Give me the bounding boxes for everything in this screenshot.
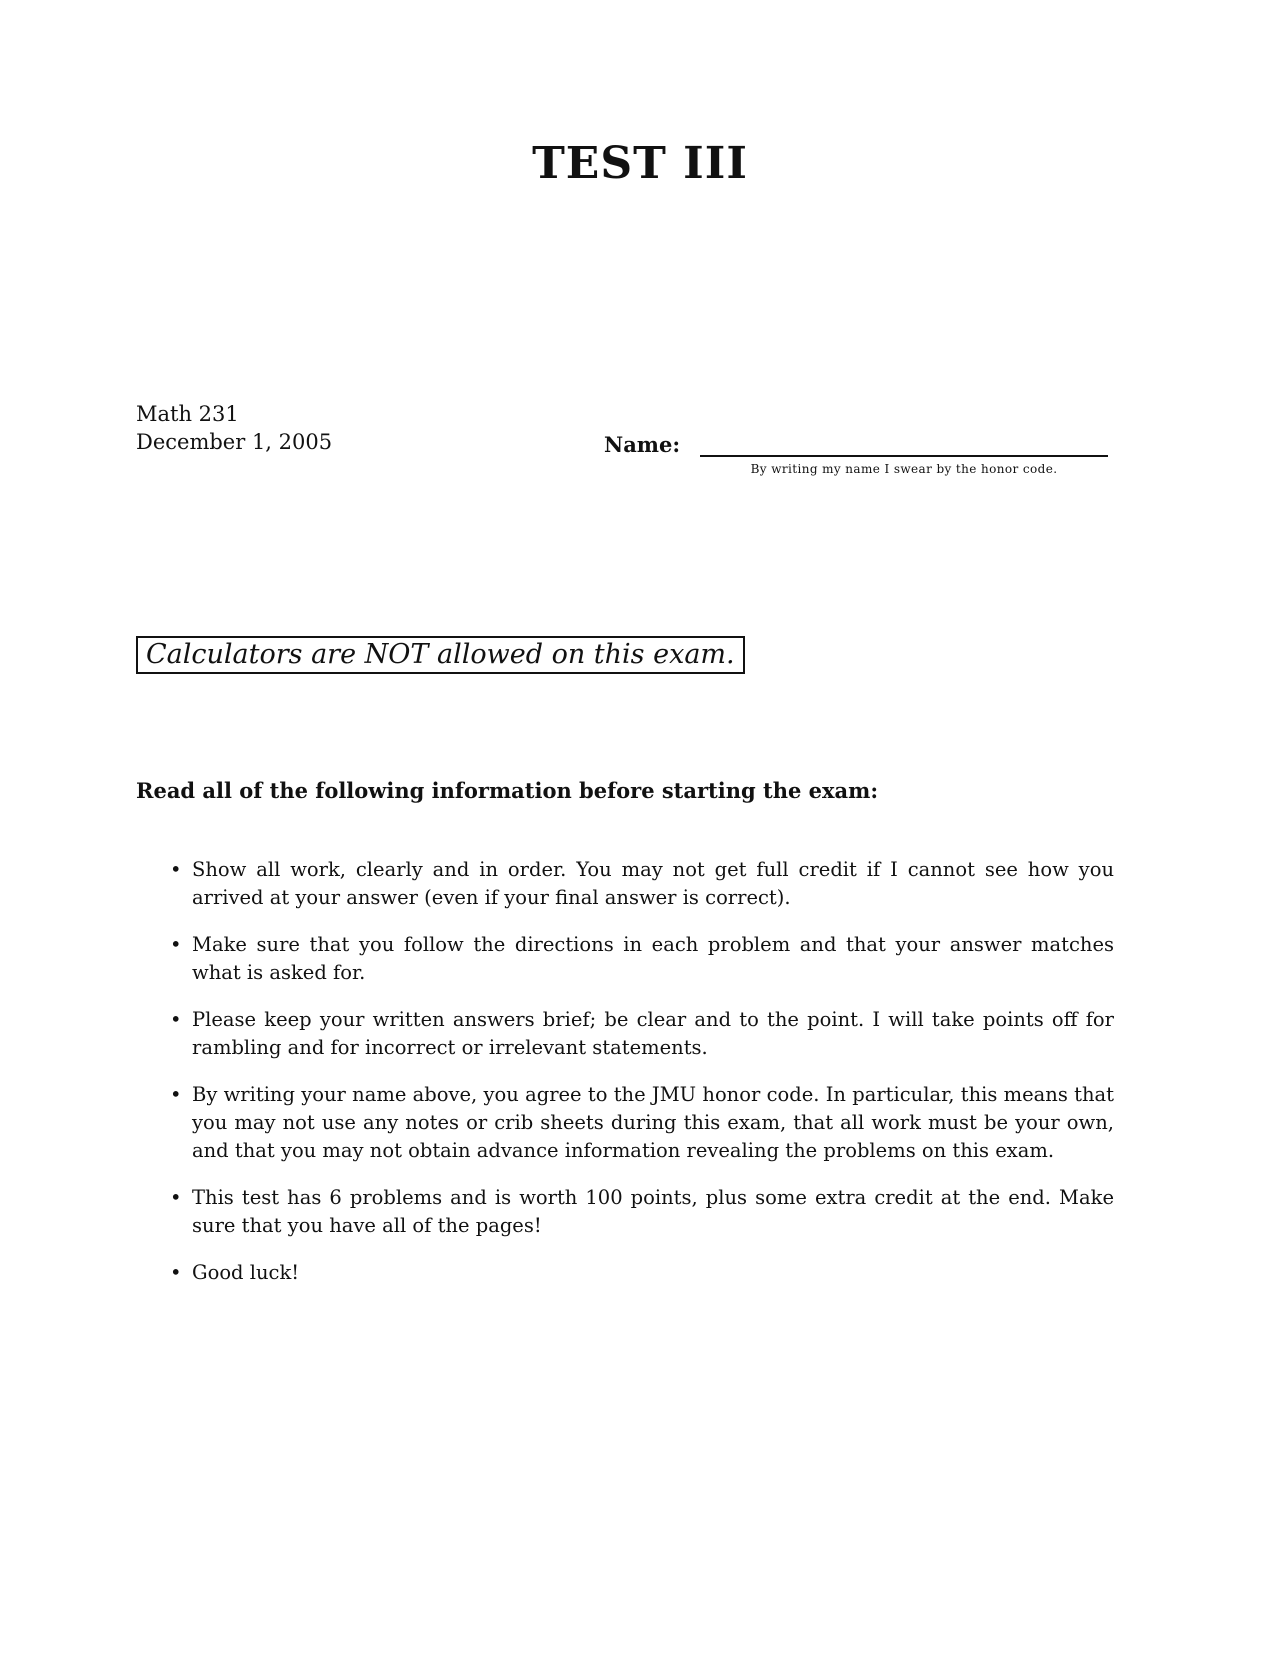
list-item	[166, 1184, 1114, 1240]
instruction-text: This test has 6 problems and is worth 100 points, plus some extra credit at the end. Make sure that you have all of the pages!	[192, 1186, 1114, 1237]
instruction-text: By writing your name above, you agree to the JMU honor code. In particular, this means that you may not use any notes or crib sheets during this exam, that all work must be your own, and that you may not obtain advance information revealing the problems on this exam.	[192, 1083, 1114, 1162]
calculator-notice-box: Calculators are NOT allowed on this exam.	[136, 636, 745, 674]
name-label: Name:	[604, 432, 681, 457]
page-title: TEST III	[532, 138, 748, 189]
bullet-icon: •	[170, 858, 182, 881]
course-info	[136, 400, 332, 456]
bullet-icon: •	[170, 933, 182, 956]
instruction-text: Good luck!	[192, 1261, 300, 1284]
list-item	[166, 1081, 1114, 1165]
bullet-icon: •	[170, 1186, 182, 1209]
list-item	[166, 1259, 1114, 1287]
list-item	[166, 931, 1114, 987]
bullet-icon: •	[170, 1083, 182, 1106]
list-item	[166, 856, 1114, 912]
list-item	[166, 1006, 1114, 1062]
bullet-icon: •	[170, 1261, 182, 1284]
exam-date: December 1, 2005	[136, 430, 333, 454]
instructions-heading: Read all of the following information before starting the exam:	[136, 778, 879, 803]
instruction-text: Show all work, clearly and in order. You may not get full credit if I cannot see how you arrived at your answer (even if your final answer is correct).	[192, 858, 1114, 909]
instruction-text: Please keep your written answers brief; be clear and to the point. I will take points off for rambling and for incorrect or irrelevant statements.	[192, 1008, 1114, 1059]
honor-code-note: By writing my name I swear by the honor code.	[750, 462, 1058, 476]
instructions-list	[166, 856, 1114, 1306]
name-blank-line[interactable]	[700, 455, 1108, 457]
bullet-icon: •	[170, 1008, 182, 1031]
instruction-text: Make sure that you follow the directions in each problem and that your answer matches what is asked for.	[192, 933, 1114, 984]
course-name: Math 231	[136, 402, 239, 426]
